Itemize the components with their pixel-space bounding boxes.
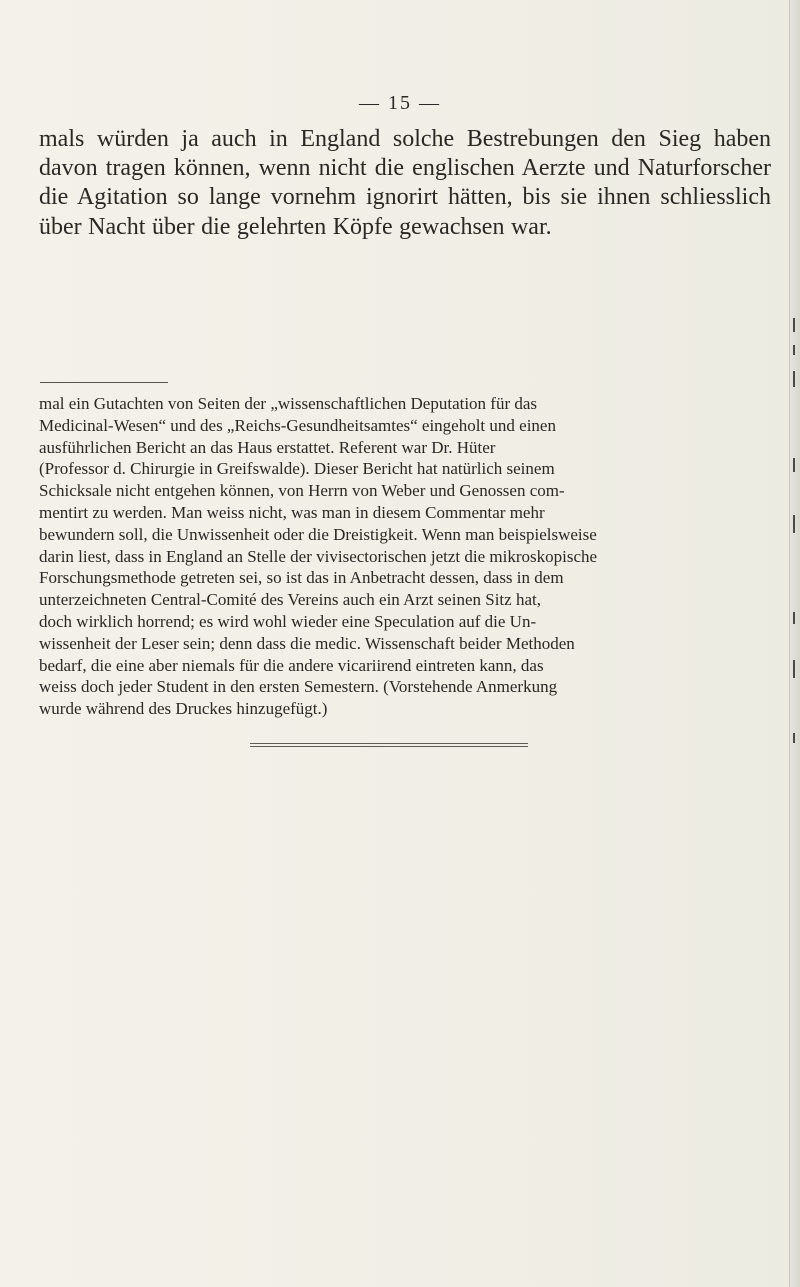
footnote-line: unterzeichneten Central-Comité des Vereins auch ein Arzt seinen Sitz hat,	[39, 590, 541, 610]
edge-mark	[793, 612, 795, 624]
footnote-line: bewundern soll, die Unwissenheit oder die Dreistigkeit. Wenn man beispielsweise	[39, 524, 597, 544]
footnote-line: wurde während des Druckes hinzugefügt.)	[39, 699, 328, 719]
footnote-line: Schicksale nicht entgehen können, von Herrn von Weber und Genossen com-	[39, 481, 565, 501]
edge-mark	[793, 660, 795, 678]
edge-mark	[793, 515, 795, 533]
footnote-separator	[40, 382, 168, 383]
footnote-line: mal ein Gutachten von Seiten der „wissenschaftlichen Deputation für das	[39, 394, 538, 413]
footnote-line: bedarf, die eine aber niemals für die andere vicariirend eintreten kann, das	[39, 655, 544, 675]
footnote-line: Medicinal-Wesen“ und des „Reichs-Gesundheitsamtes“ eingeholt und einen	[39, 415, 556, 435]
footnote	[39, 393, 769, 720]
footnote-line: Forschungsmethode getreten sei, so ist das in Anbetracht dessen, dass in dem	[39, 568, 564, 588]
closing-rule-top	[250, 743, 528, 744]
footnote-line: doch wirklich horrend; es wird wohl wieder eine Speculation auf die Un-	[39, 611, 537, 631]
footnote-line: (Professor d. Chirurgie in Greifswalde). Dieser Bericht hat natürlich seinem	[39, 459, 555, 479]
closing-rule-bottom	[250, 746, 528, 747]
footnote-line: mentirt zu werden. Man weiss nicht, was man in diesem Commentar mehr	[39, 502, 545, 522]
footnote-line: weiss doch jeder Student in den ersten Semestern. (Vorstehende Anmerkung	[39, 677, 558, 697]
edge-mark	[793, 318, 795, 332]
page-number: — 15 —	[359, 92, 441, 114]
footnote-line: darin liest, dass in England an Stelle der vivisectorischen jetzt die mikroskopische	[39, 546, 598, 566]
footnote-line: wissenheit der Leser sein; denn dass die medic. Wissenschaft beider Methoden	[39, 633, 575, 653]
book-spine-edge	[789, 0, 800, 1287]
edge-mark	[793, 458, 795, 472]
main-paragraph: mals würden ja auch in England solche Bestrebungen den Sieg haben davon tragen können, wenn nicht die englischen Aerzte und Naturforscher die Agitation so lange vornehm ignorirt hätten, bis sie ihnen schliesslich über Nacht über die gelehrten Köpfe gewachsen war.	[39, 126, 771, 240]
footnote-line: ausführlichen Bericht an das Haus erstattet. Referent war Dr. Hüter	[39, 437, 496, 457]
edge-mark	[793, 371, 795, 387]
edge-mark	[793, 345, 795, 355]
edge-mark	[793, 733, 795, 743]
